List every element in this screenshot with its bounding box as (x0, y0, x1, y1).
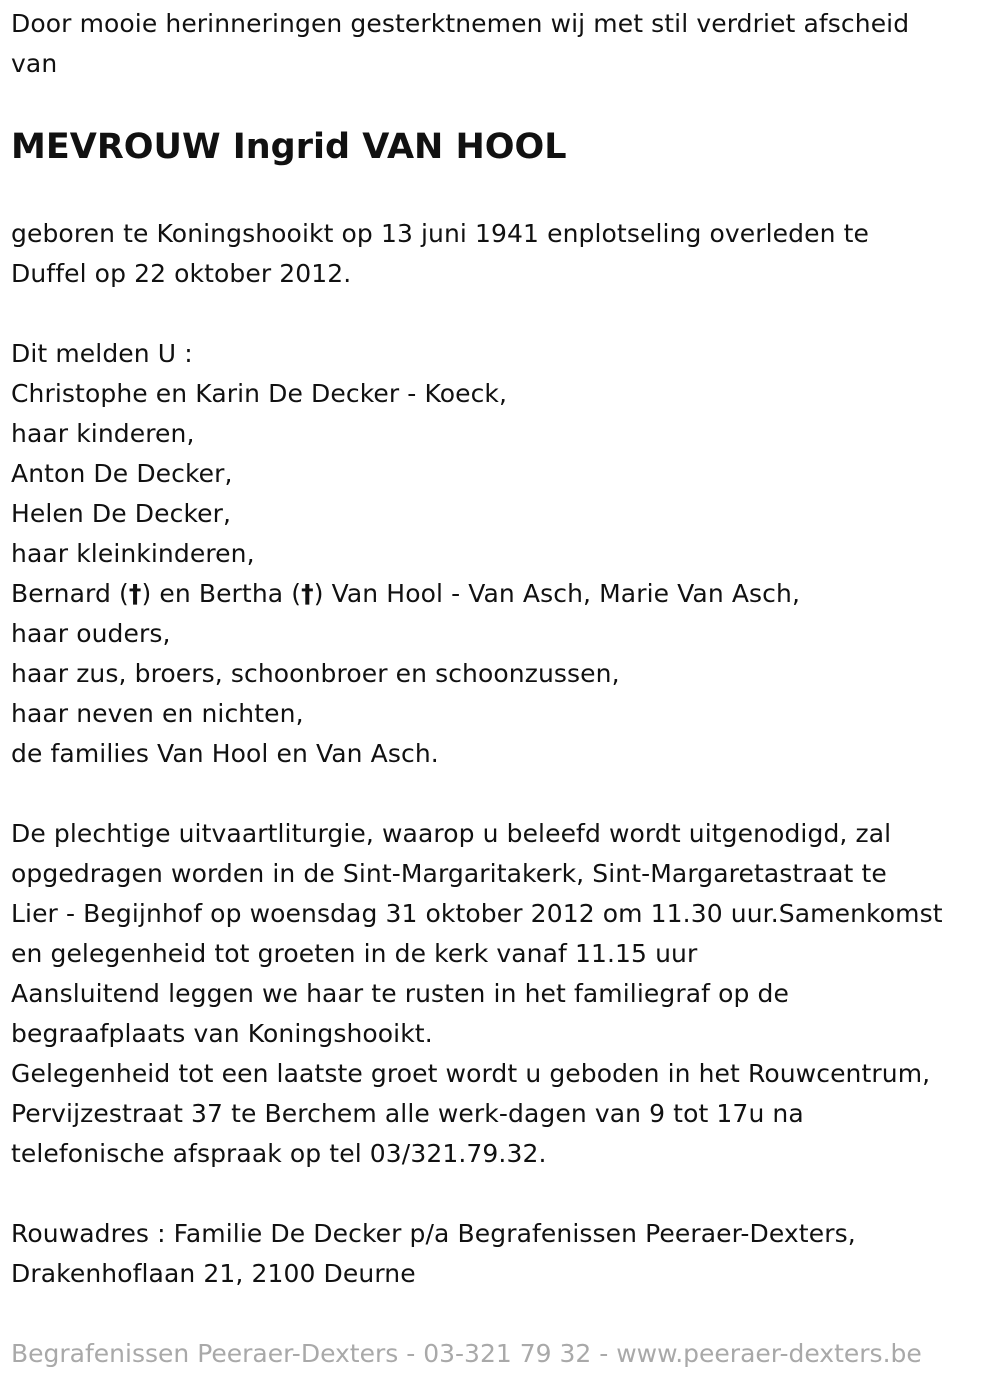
ceremony-line: Gelegenheid tot een laatste groet wordt u geboden in het Rouwcentrum, (11, 1059, 931, 1088)
parents-text-3: ) Van Hool - Van Asch, Marie Van Asch, (313, 579, 801, 608)
birth-death-line-2: Duffel op 22 oktober 2012. (11, 259, 352, 288)
family-line: de families Van Hool en Van Asch. (11, 739, 439, 768)
deceased-name: MEVROUW Ingrid VAN HOOL (11, 127, 567, 167)
ceremony-line: Pervijzestraat 37 te Berchem alle werk-dagen van 9 tot 17u na (11, 1099, 804, 1128)
family-line: haar kinderen, (11, 419, 195, 448)
family-line: haar neven en nichten, (11, 699, 304, 728)
ceremony-line: opgedragen worden in de Sint-Margaritakerk, Sint-Margaretastraat te (11, 859, 887, 888)
family-line: haar ouders, (11, 619, 171, 648)
ceremony-line: telefonische afspraak op tel 03/321.79.32. (11, 1139, 547, 1168)
family-line: Helen De Decker, (11, 499, 232, 528)
intro-line-1: Door mooie herinneringen gesterktnemen wij met stil verdriet afscheid (11, 9, 910, 38)
cross-icon: † (128, 579, 142, 608)
ceremony-line: en gelegenheid tot groeten in de kerk vanaf 11.15 uur (11, 939, 698, 968)
family-heading: Dit melden U : (11, 339, 193, 368)
parents-text-1: Bernard ( (11, 579, 129, 608)
footer-contact: Begrafenissen Peeraer-Dexters - 03-321 79 32 - www.peeraer-dexters.be (11, 1339, 922, 1368)
cross-icon: † (301, 579, 314, 608)
family-line: Anton De Decker, (11, 459, 233, 488)
intro-line-2: van (11, 49, 58, 78)
family-line: Christophe en Karin De Decker - Koeck, (11, 379, 508, 408)
ceremony-line: begraafplaats van Koningshooikt. (11, 1019, 433, 1048)
ceremony-line: Aansluitend leggen we haar te rusten in het familiegraf op de (11, 979, 789, 1008)
ceremony-line: Lier - Begijnhof op woensdag 31 oktober 2012 om 11.30 uur.Samenkomst (11, 899, 943, 928)
address-line-1: Rouwadres : Familie De Decker p/a Begrafenissen Peeraer-Dexters, (11, 1219, 856, 1248)
family-line: haar kleinkinderen, (11, 539, 255, 568)
parents-text-2: ) en Bertha ( (141, 579, 302, 608)
ceremony-line: De plechtige uitvaartliturgie, waarop u beleefd wordt uitgenodigd, zal (11, 819, 892, 848)
address-line-2: Drakenhoflaan 21, 2100 Deurne (11, 1259, 416, 1288)
family-line: haar zus, broers, schoonbroer en schoonzussen, (11, 659, 620, 688)
parents-line (11, 574, 800, 614)
birth-death-line-1: geboren te Koningshooikt op 13 juni 1941 enplotseling overleden te (11, 219, 869, 248)
